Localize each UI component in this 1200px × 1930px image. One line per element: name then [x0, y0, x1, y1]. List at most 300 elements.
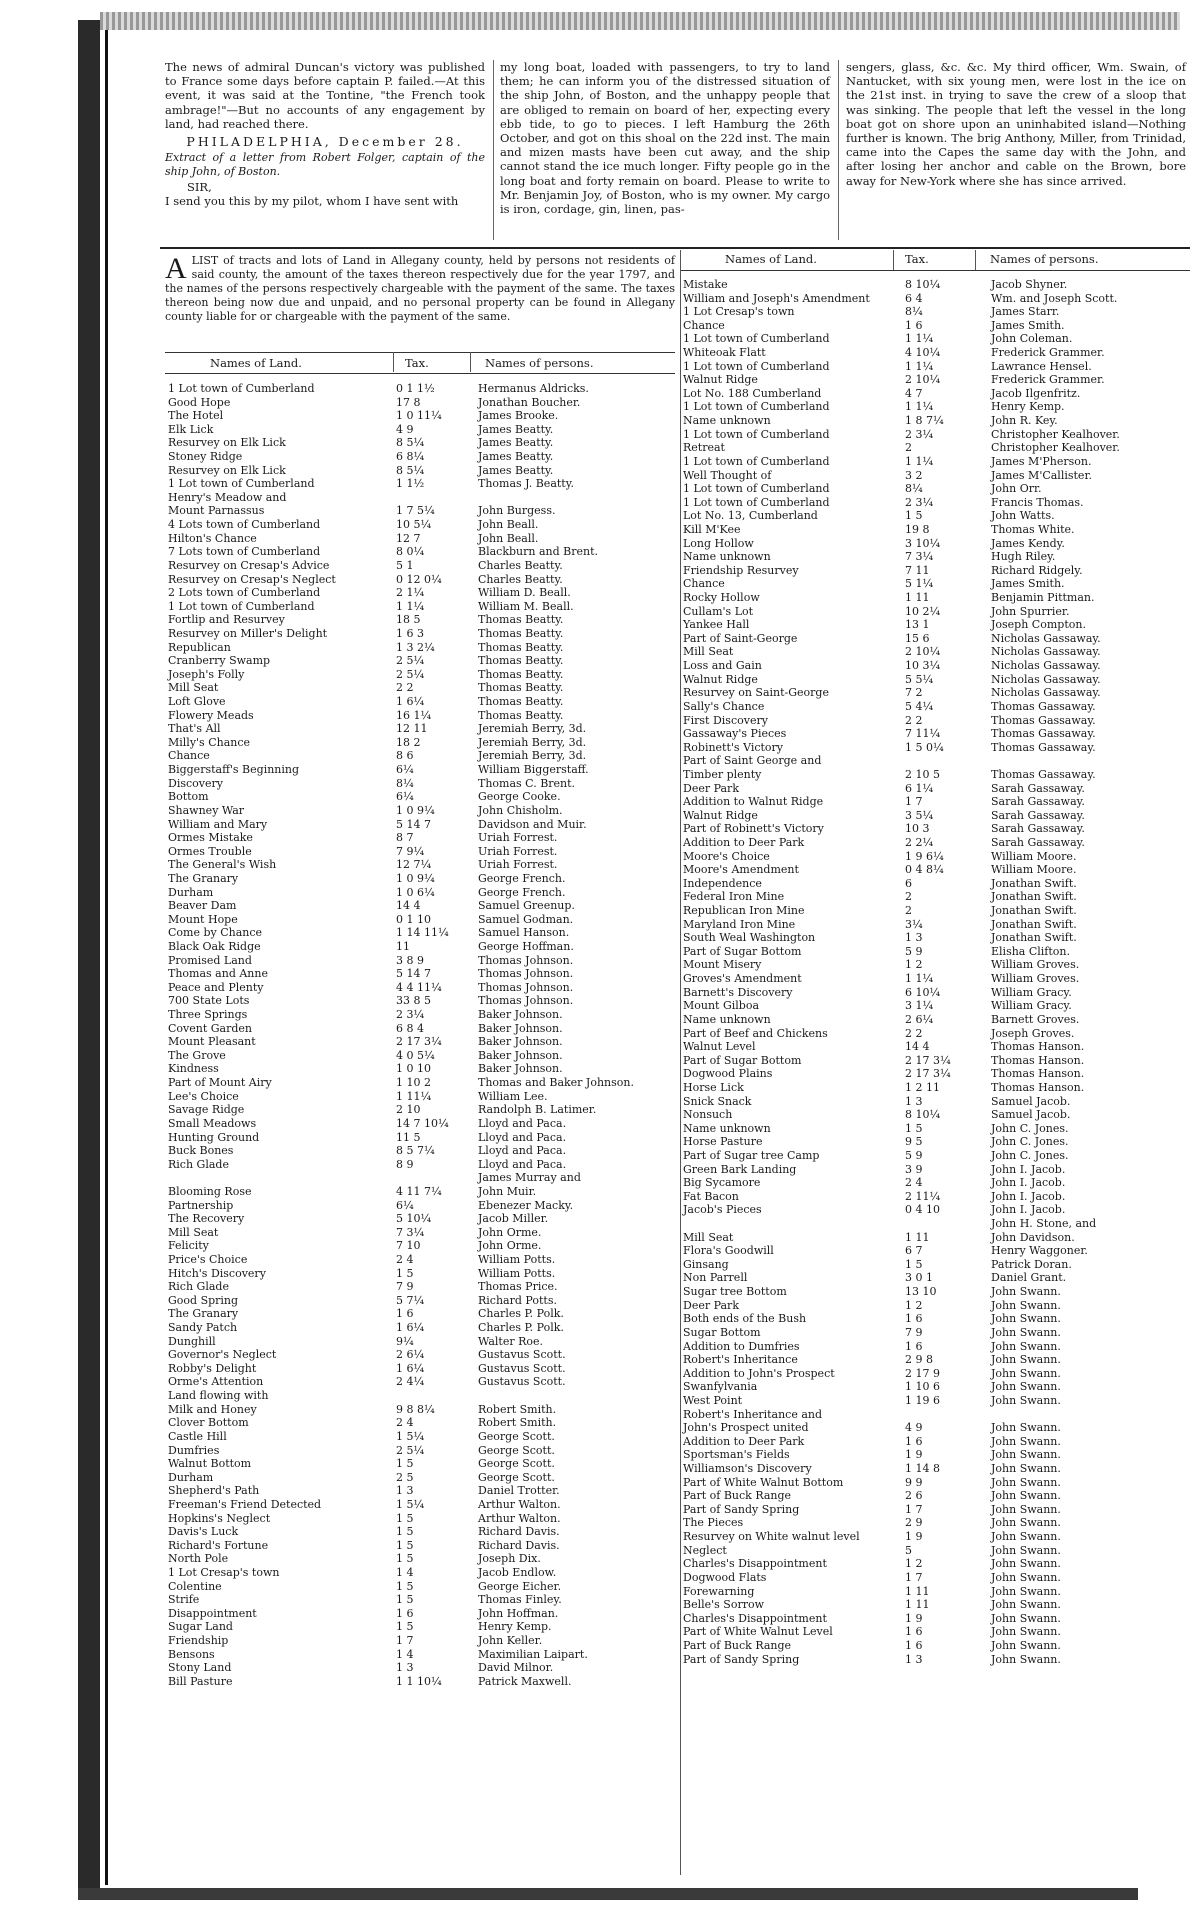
table-row — [683, 1516, 1193, 1530]
person-name: Walter Roe. — [478, 1334, 544, 1348]
land-name: Chance — [683, 318, 725, 332]
table-row — [683, 1353, 1193, 1367]
land-name: Robby's Delight — [168, 1361, 257, 1375]
person-name: William Potts. — [478, 1266, 556, 1280]
table-row — [168, 1335, 678, 1349]
table-row — [683, 877, 1193, 891]
tax-amount: 2 17 3¼ — [905, 1053, 951, 1067]
tax-amount: 1 6 — [905, 1312, 923, 1326]
table-row — [683, 836, 1193, 850]
person-name: Jonathan Swift. — [991, 931, 1077, 945]
person-name: Thomas Beatty. — [478, 695, 564, 709]
tax-amount: 1 14 8 — [905, 1462, 940, 1476]
tax-amount: 8 10¼ — [905, 1108, 941, 1122]
person-name: Baker Johnson. — [478, 1008, 563, 1022]
tax-amount: 6 10¼ — [905, 985, 941, 999]
tax-amount: 4 7 — [905, 386, 923, 400]
table-row — [168, 1648, 678, 1662]
table-row — [168, 736, 678, 750]
land-name: Milly's Chance — [168, 735, 251, 749]
table-row — [168, 396, 678, 410]
person-name: John Muir. — [478, 1184, 537, 1198]
person-name: Henry Kemp. — [991, 400, 1065, 414]
land-name: Mount Pleasant — [168, 1035, 256, 1049]
table-row — [168, 1253, 678, 1267]
person-name: John Swann. — [991, 1462, 1061, 1476]
table-row — [683, 986, 1193, 1000]
tax-amount: 7 11 — [905, 563, 930, 577]
news-column-1 — [165, 60, 485, 208]
land-name: William and Joseph's Amendment — [683, 291, 870, 305]
person-name: George Hoffman. — [478, 939, 574, 953]
letter-continuation: my long boat, loaded with passengers, to try to land them; he can inform you of the distressed situation of the ship John, of Boston, and the unhappy people that are obliged to remain on board of her, expecting every ebb tide, to go to pieces. I left Hamburg the 26th October, and got on this shoal on the 22d inst. The main and mizen masts have been cut away, and the ship cannot stand the ice much longer. Fifty people go in the long boat and forty remain on board. Please to write to Mr. Benjamin Joy, of Boston, who is my owner. My cargo is iron, cordage, gin, linen, pas- — [500, 60, 830, 217]
land-name: Stony Land — [168, 1661, 232, 1675]
person-name: John Swann. — [991, 1393, 1061, 1407]
tax-amount: 1 6 — [905, 1625, 923, 1639]
tax-amount: 3 5¼ — [905, 808, 934, 822]
tax-amount: 14 7 10¼ — [396, 1116, 449, 1130]
tax-amount: 5 — [905, 1543, 912, 1557]
tax-amount: 4 9 — [905, 1421, 923, 1435]
land-name: Independence — [683, 876, 762, 890]
person-name: Sarah Gassaway. — [991, 781, 1085, 795]
table-row — [683, 714, 1193, 728]
person-name: Thomas Gassaway. — [991, 740, 1096, 754]
person-name: Benjamin Pittman. — [991, 591, 1095, 605]
person-name: Sarah Gassaway. — [991, 822, 1085, 836]
dateline: PHILADELPHIA, December 28. — [186, 134, 464, 150]
land-name: The Granary — [168, 871, 239, 885]
tax-amount: 2 — [905, 441, 912, 455]
land-name: Maryland Iron Mine — [683, 917, 796, 931]
person-name: Jonathan Swift. — [991, 917, 1077, 931]
person-name: Jeremiah Berry, 3d. — [478, 749, 587, 763]
tax-amount: 12 7¼ — [396, 858, 432, 872]
person-name: Richard Davis. — [478, 1525, 560, 1539]
table-divider — [680, 250, 681, 1875]
person-name: John Swann. — [991, 1652, 1061, 1666]
person-name: Gustavus Scott. — [478, 1348, 566, 1362]
person-name: John Beall. — [478, 518, 539, 532]
land-name: Hunting Ground — [168, 1130, 260, 1144]
land-name: Lee's Choice — [168, 1089, 239, 1103]
land-name: Part of Sandy Spring — [683, 1502, 800, 1516]
land-name: Part of Sandy Spring — [683, 1652, 800, 1666]
table-row — [683, 1612, 1193, 1626]
land-name: Mistake — [683, 278, 728, 291]
land-name: Price's Choice — [168, 1253, 248, 1266]
land-name: Part of Saint-George — [683, 631, 798, 645]
person-name: John I. Jacob. — [991, 1189, 1066, 1203]
person-name: Thomas Beatty. — [478, 626, 564, 640]
table-row — [168, 1267, 678, 1281]
table-row — [683, 782, 1193, 796]
land-name: Durham — [168, 885, 214, 899]
person-name: John Swann. — [991, 1325, 1061, 1339]
tax-amount: 5 1 — [396, 558, 414, 572]
land-name: Part of Sugar Bottom — [683, 944, 802, 958]
table-row — [683, 809, 1193, 823]
person-name: Joseph Dix. — [478, 1552, 541, 1566]
land-name: 7 Lots town of Cumberland — [168, 545, 321, 559]
tax-amount: 7 9 — [396, 1280, 414, 1294]
tax-amount: 1 9 — [905, 1448, 923, 1462]
news-paragraph: The news of admiral Duncan's victory was published to France some days before captain P. failed.—At this event, it was said at the Tontine, "the French took ambrage!"—But no accounts of any engagement by land, had reached there. — [165, 60, 485, 131]
tax-amount: 9 9 — [905, 1475, 923, 1489]
tax-amount: 1 5 — [905, 1257, 923, 1271]
table-row — [683, 1135, 1193, 1149]
tax-amount: 1 1½ — [396, 477, 425, 491]
tax-amount: 7 11¼ — [905, 727, 941, 741]
land-name: Fortlip and Resurvey — [168, 613, 285, 627]
table-row — [683, 1176, 1193, 1190]
table-row — [683, 1203, 1193, 1217]
tax-amount: 1 9 — [905, 1530, 923, 1544]
tax-amount: 8 6 — [396, 749, 414, 763]
table-row — [683, 1258, 1193, 1272]
tax-amount: 1 3 — [905, 1652, 923, 1666]
person-name: William Potts. — [478, 1253, 556, 1266]
table-row — [168, 858, 678, 872]
table-row — [683, 305, 1193, 319]
left-tax-table — [168, 382, 678, 1689]
tax-amount: 5 1¼ — [905, 577, 934, 591]
tax-amount: 2 9 8 — [905, 1353, 933, 1367]
land-name: Strife — [168, 1593, 200, 1607]
table-row — [683, 360, 1193, 374]
land-name: 1 Lot town of Cumberland — [168, 599, 315, 613]
table-row — [168, 1035, 678, 1049]
person-name: Uriah Forrest. — [478, 844, 558, 858]
land-name: Rich Glade — [168, 1157, 229, 1171]
tax-amount: 8 9 — [396, 1157, 414, 1171]
land-name: Part of White Walnut Bottom — [683, 1475, 844, 1489]
person-name: Frederick Grammer. — [991, 373, 1105, 387]
person-name: Thomas Gassaway. — [991, 767, 1096, 781]
table-row — [683, 400, 1193, 414]
table-row — [683, 795, 1193, 809]
person-name: John Swann. — [991, 1339, 1061, 1353]
person-name: Blackburn and Brent. — [478, 545, 598, 559]
tax-amount: 1 11 — [905, 591, 930, 605]
table-row — [168, 559, 678, 573]
person-name: Thomas Johnson. — [478, 953, 574, 967]
table-row — [168, 1076, 678, 1090]
table-row — [168, 1525, 678, 1539]
person-name: John Burgess. — [478, 504, 556, 518]
person-name: John Swann. — [991, 1584, 1061, 1598]
person-name: James Kendy. — [991, 536, 1065, 550]
tax-amount: 2 10 5 — [905, 767, 940, 781]
tax-amount: 12 7 — [396, 531, 421, 545]
table-row — [168, 845, 678, 859]
person-name: Thomas Price. — [478, 1280, 558, 1294]
land-name: Dumfries — [168, 1443, 220, 1457]
table-row — [683, 822, 1193, 836]
table-row — [683, 1190, 1193, 1204]
land-name: Federal Iron Mine — [683, 890, 785, 904]
table-row — [168, 654, 678, 668]
person-name: Uriah Forrest. — [478, 858, 558, 872]
person-name: Samuel Greenup. — [478, 899, 575, 913]
right-tax-table — [683, 278, 1193, 1666]
table-row — [168, 382, 678, 396]
tax-amount: 1 0 9¼ — [396, 803, 435, 817]
table-row — [168, 573, 678, 587]
table-row — [683, 1285, 1193, 1299]
person-name: George Scott. — [478, 1457, 555, 1471]
land-name: Kill M'Kee — [683, 522, 741, 536]
table-row — [683, 931, 1193, 945]
person-name: John Beall. — [478, 531, 539, 545]
tax-amount: 5 14 7 — [396, 817, 431, 831]
person-name: Baker Johnson. — [478, 1035, 563, 1049]
table-row — [683, 428, 1193, 442]
land-name: Barnett's Discovery — [683, 985, 793, 999]
person-name: James Brooke. — [478, 409, 559, 423]
table-row — [168, 940, 678, 954]
table-row — [168, 1117, 678, 1131]
table-row — [683, 700, 1193, 714]
tax-amount: 1 2 11 — [905, 1080, 940, 1094]
tax-amount: 2 5¼ — [396, 654, 425, 668]
tax-amount: 9 5 — [905, 1135, 923, 1149]
tax-amount: 1 6 — [396, 1606, 414, 1620]
land-name: Rich Glade — [168, 1280, 229, 1294]
land-name: 700 State Lots — [168, 994, 250, 1008]
person-name: George Eicher. — [478, 1579, 562, 1593]
person-name: George Cooke. — [478, 790, 561, 804]
tax-amount: 12 11 — [396, 722, 428, 736]
tax-amount: 11 5 — [396, 1130, 421, 1144]
table-row — [168, 1512, 678, 1526]
table-row — [683, 1299, 1193, 1313]
scan-binding-edge — [78, 20, 100, 1900]
land-name: Blooming Rose — [168, 1184, 252, 1198]
person-name: John Swann. — [991, 1475, 1061, 1489]
tax-amount: 1 11 — [905, 1598, 930, 1612]
tax-amount: 1 6¼ — [396, 1361, 425, 1375]
person-name: Jeremiah Berry, 3d. — [478, 722, 587, 736]
land-name: Ginsang — [683, 1257, 729, 1271]
table-row — [683, 346, 1193, 360]
land-name: Gassaway's Pieces — [683, 727, 787, 741]
person-name: Thomas Finley. — [478, 1593, 562, 1607]
table-row — [168, 763, 678, 777]
person-name: Jacob Ilgenfritz. — [991, 386, 1081, 400]
header-divider — [393, 352, 394, 372]
land-name: Milk and Honey — [168, 1402, 257, 1416]
table-row — [168, 994, 678, 1008]
tax-amount: 4 10¼ — [905, 346, 941, 360]
tax-amount: 1 9 — [905, 1611, 923, 1625]
land-name: Forewarning — [683, 1584, 755, 1598]
person-name: Charles Beatty. — [478, 558, 563, 572]
person-name: James Murray and — [478, 1171, 581, 1185]
land-name: Promised Land — [168, 953, 252, 967]
land-name: Neglect — [683, 1543, 727, 1557]
table-row — [683, 1394, 1193, 1408]
tax-amount: 8 5 7¼ — [396, 1144, 435, 1158]
table-row — [168, 1158, 678, 1172]
header-names-of-land: Names of Land. — [210, 356, 302, 370]
tax-amount: 16 1¼ — [396, 708, 432, 722]
tax-amount: 3 10¼ — [905, 536, 941, 550]
tax-amount: 2 4 — [905, 1176, 923, 1190]
tax-amount: 0 1 1½ — [396, 382, 435, 395]
person-name: Thomas Johnson. — [478, 994, 574, 1008]
land-name: Savage Ridge — [168, 1103, 245, 1117]
person-name: John Swann. — [991, 1434, 1061, 1448]
tax-amount: 8 5¼ — [396, 436, 425, 450]
tax-amount: 6 4 — [905, 291, 923, 305]
land-name: The Granary — [168, 1307, 239, 1321]
land-name: Name unknown — [683, 414, 771, 428]
table-row — [168, 1307, 678, 1321]
table-row — [683, 1421, 1193, 1435]
table-row — [168, 1620, 678, 1634]
tax-amount: 1 1 10¼ — [396, 1674, 442, 1688]
land-name: Addition to John's Prospect — [683, 1366, 835, 1380]
tax-amount: 6 8 4 — [396, 1021, 424, 1035]
table-row — [168, 981, 678, 995]
person-name: Thomas and Baker Johnson. — [478, 1076, 634, 1090]
table-row — [683, 1108, 1193, 1122]
tax-amount: 0 1 10 — [396, 912, 431, 926]
table-row — [168, 1022, 678, 1036]
land-name: Hilton's Chance — [168, 531, 257, 545]
header-divider — [893, 250, 894, 270]
person-name: Thomas Gassaway. — [991, 713, 1096, 727]
tax-amount: 6 8¼ — [396, 450, 425, 464]
land-name: Groves's Amendment — [683, 972, 802, 986]
table-row — [168, 1593, 678, 1607]
land-name: The Pieces — [683, 1516, 744, 1530]
table-row — [683, 1489, 1193, 1503]
table-row — [168, 477, 678, 491]
person-name: James Beatty. — [478, 463, 554, 477]
tax-amount: 2 4 — [396, 1416, 414, 1430]
tax-amount: 3 0 1 — [905, 1271, 933, 1285]
land-name: Bottom — [168, 790, 209, 804]
person-name: Lloyd and Paca. — [478, 1130, 567, 1144]
tax-amount: 0 12 0¼ — [396, 572, 442, 586]
news-column-2 — [500, 60, 830, 216]
table-row — [168, 1239, 678, 1253]
person-name: Baker Johnson. — [478, 1048, 563, 1062]
land-name: Castle Hill — [168, 1429, 227, 1443]
table-row — [168, 1212, 678, 1226]
tax-amount: 2 2¼ — [905, 835, 934, 849]
person-name: Jonathan Boucher. — [478, 395, 581, 409]
land-name: Richard's Fortune — [168, 1538, 269, 1552]
table-row — [168, 709, 678, 723]
tax-amount: 2 1¼ — [396, 586, 425, 600]
land-name: Flora's Goodwill — [683, 1244, 774, 1258]
person-name: Jacob Miller. — [478, 1212, 549, 1226]
tax-amount: 1 19 6 — [905, 1393, 940, 1407]
land-name: Timber plenty — [683, 767, 762, 781]
table-row — [168, 1171, 678, 1185]
land-name: Resurvey on White walnut level — [683, 1530, 860, 1544]
person-name: John Swann. — [991, 1611, 1061, 1625]
person-name: Sarah Gassaway. — [991, 835, 1085, 849]
table-row — [168, 504, 678, 518]
table-row — [168, 886, 678, 900]
person-name: Joseph Compton. — [991, 618, 1086, 632]
tax-amount: 18 5 — [396, 613, 421, 627]
tax-amount: 1 4 — [396, 1566, 414, 1580]
tax-amount: 11 — [396, 939, 410, 953]
table-row — [168, 1375, 678, 1389]
tax-amount: 1 10 2 — [396, 1076, 431, 1090]
land-name: Addition to Deer Park — [683, 1434, 805, 1448]
person-name: Sarah Gassaway. — [991, 795, 1085, 809]
tax-amount: 1 1¼ — [905, 454, 934, 468]
person-name: Richard Ridgely. — [991, 563, 1083, 577]
table-row — [683, 455, 1193, 469]
land-name: John's Prospect united — [683, 1421, 809, 1435]
land-name: Sportsman's Fields — [683, 1448, 790, 1462]
land-name: Resurvey on Elk Lick — [168, 436, 286, 450]
header-divider — [975, 250, 976, 270]
land-name: Mill Seat — [168, 1225, 219, 1239]
person-name: John Swann. — [991, 1489, 1061, 1503]
tax-amount: 1 7 — [905, 795, 923, 809]
land-name: Lot No. 188 Cumberland — [683, 386, 822, 400]
land-name: 1 Lot town of Cumberland — [683, 495, 830, 509]
land-name: Belle's Sorrow — [683, 1598, 765, 1612]
table-row — [683, 1231, 1193, 1245]
person-name: Wm. and Joseph Scott. — [991, 291, 1118, 305]
tax-amount: 4 11 7¼ — [396, 1184, 442, 1198]
header-rule — [165, 373, 675, 374]
land-name: The Grove — [168, 1048, 226, 1062]
land-name: Fat Bacon — [683, 1189, 739, 1203]
person-name: Daniel Trotter. — [478, 1484, 560, 1498]
tax-amount: 1 0 10 — [396, 1062, 431, 1076]
tax-amount: 8 0¼ — [396, 545, 425, 559]
header-divider — [470, 352, 471, 372]
land-name: Moore's Amendment — [683, 863, 799, 877]
land-name: Walnut Level — [683, 1040, 756, 1054]
table-row — [168, 436, 678, 450]
table-row — [168, 613, 678, 627]
land-name: Charles's Disappointment — [683, 1557, 827, 1571]
person-name: Henry Kemp. — [478, 1620, 552, 1634]
land-name: Durham — [168, 1470, 214, 1484]
land-name: Long Hollow — [683, 536, 754, 550]
table-row — [683, 741, 1193, 755]
table-row — [683, 958, 1193, 972]
person-name: James Beatty. — [478, 436, 554, 450]
scan-edge-bottom — [78, 1888, 1138, 1900]
letter-extract-heading: Extract of a letter from Robert Folger, captain of the ship John, of Boston. — [165, 151, 485, 179]
header-tax: Tax. — [905, 252, 929, 266]
land-name: Bensons — [168, 1647, 215, 1661]
table-row — [683, 1476, 1193, 1490]
person-name: George Scott. — [478, 1429, 555, 1443]
scan-edge-top — [100, 12, 1180, 30]
land-name: Small Meadows — [168, 1116, 257, 1130]
tax-amount: 3 2 — [905, 468, 923, 482]
table-row — [168, 409, 678, 423]
table-row — [683, 1054, 1193, 1068]
land-name: Name unknown — [683, 1012, 771, 1026]
tax-amount: 1 6 — [905, 1339, 923, 1353]
land-name: Republican — [168, 640, 231, 654]
table-row — [168, 777, 678, 791]
